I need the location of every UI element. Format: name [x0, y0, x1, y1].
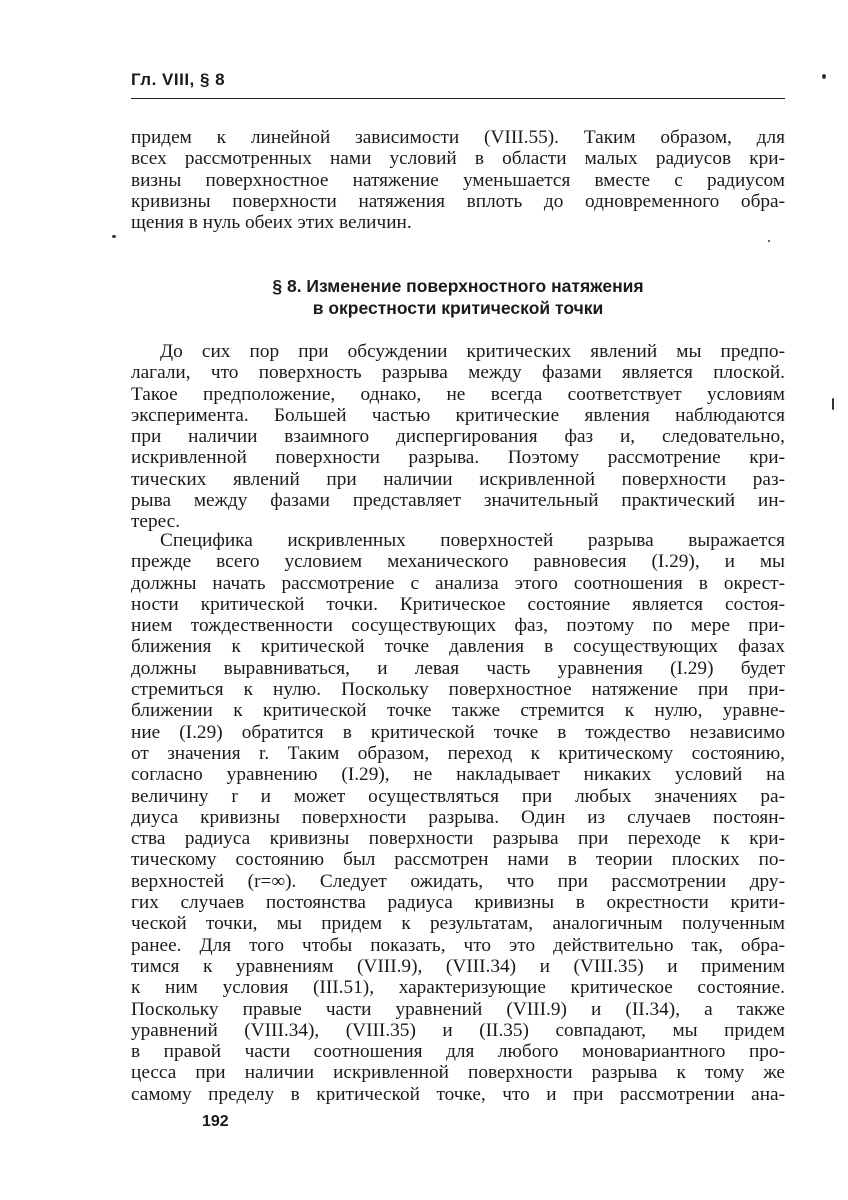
text-line: ческой точки, мы придем к результатам, аналогичным полученным: [131, 913, 785, 935]
section-heading: [131, 275, 785, 319]
text-line: гих случаев постоянства радиуса кривизны в окрестности крити-: [131, 892, 785, 914]
text-line: ранее. Для того чтобы показать, что это действительно так, обра-: [131, 934, 785, 956]
text-line: всех рассмотренных нами условий в области малых радиусов кри-: [131, 148, 785, 170]
text-line: тимся к уравнениям (VIII.9), (VIII.34) и (VIII.35) и применим: [131, 955, 785, 977]
page-number: 192: [202, 1113, 229, 1130]
intro-paragraph: [131, 127, 785, 233]
text-line: эксперимента. Большей частью критические явления наблюдаются: [131, 404, 785, 426]
text-line: щения в нуль обеих этих величин.: [131, 212, 412, 234]
scan-speck: [822, 74, 826, 79]
text-line: рыва между фазами представляет значительный практический ин-: [131, 490, 785, 512]
text-line: терес.: [131, 511, 181, 533]
text-line: в правой части соотношения для любого моновариантного про-: [131, 1041, 785, 1063]
text-line: самому пределу в критической точке, что и при рассмотрении ана-: [131, 1083, 785, 1105]
text-line: при наличии взаимного диспергирования фаз и, следовательно,: [131, 426, 785, 448]
text-line: ние (I.29) обратится в критической точке в тождество независимо: [131, 721, 785, 743]
text-line: Поскольку правые части уравнений (VIII.9) и (II.34), а также: [131, 998, 785, 1020]
text-line: придем к линейной зависимости (VIII.55). Таким образом, для: [131, 127, 785, 148]
running-head: Гл. VIII, § 8: [131, 70, 226, 89]
text-line: цесса при наличии искривленной поверхности разрыва к тому же: [131, 1062, 785, 1084]
text-line: ности критической точки. Критическое состояние является состоя-: [131, 593, 785, 615]
text-line: должны выравниваться, и левая часть уравнения (I.29) будет: [131, 657, 785, 679]
scan-speck: [832, 398, 834, 410]
text-line: верхностей (r=∞). Следует ожидать, что при рассмотрении дру-: [131, 870, 785, 892]
text-line: ближения к критической точке давления в сосуществующих фазах: [131, 636, 785, 658]
scan-speck: [112, 235, 116, 238]
text-line: визны поверхностное натяжение уменьшается вместе с радиусом: [131, 169, 785, 191]
text-line: Такое предположение, однако, не всегда соответствует условиям: [131, 383, 785, 405]
scan-speck: [768, 240, 770, 242]
text-line: от значения r. Таким образом, переход к критическому состоянию,: [131, 742, 785, 764]
paragraph-2: [131, 530, 785, 1105]
text-line: стремиться к нулю. Поскольку поверхностное натяжение при при-: [131, 679, 785, 701]
text-line: До сих пор при обсуждении критических явлений мы предпо-: [160, 341, 785, 362]
text-line: ства радиуса кривизны поверхности разрыва при переходе к кри-: [131, 828, 785, 850]
paragraph-1: [131, 341, 785, 533]
text-line: ближении к критической точке также стремится к нулю, уравне-: [131, 700, 785, 722]
text-line: должны начать рассмотрение с анализа этого соотношения в окрест-: [131, 572, 785, 594]
text-line: к ним условия (III.51), характеризующие критическое состояние.: [131, 977, 785, 999]
text-line: Специфика искривленных поверхностей разрыва выражается: [160, 530, 785, 551]
text-line: согласно уравнению (I.29), не накладывает никаких условий на: [131, 764, 785, 786]
text-line: уравнений (VIII.34), (VIII.35) и (II.35) совпадают, мы придем: [131, 1019, 785, 1041]
text-line: кривизны поверхности натяжения вплоть до одновременного обра-: [131, 190, 785, 212]
header-rule: [131, 98, 785, 99]
text-line: лагали, что поверхность разрыва между фазами является плоской.: [131, 362, 785, 384]
text-line: величину r и может осуществляться при любых значениях ра-: [131, 785, 785, 807]
text-line: нием тождественности сосуществующих фаз, поэтому по мере при-: [131, 615, 785, 637]
section-heading-line: § 8. Изменение поверхностного натяжения: [272, 276, 644, 296]
text-line: диуса кривизны поверхности разрыва. Один из случаев постоян-: [131, 806, 785, 828]
text-line: искривленной поверхности разрыва. Поэтому рассмотрение кри-: [131, 447, 785, 469]
text-line: прежде всего условием механического равновесия (I.29), и мы: [131, 551, 785, 573]
section-heading-line: в окрестности критической точки: [312, 298, 604, 318]
text-line: тическому состоянию был рассмотрен нами в теории плоских по-: [131, 849, 785, 871]
text-line: тических явлений при наличии искривленной поверхности раз-: [131, 468, 785, 490]
